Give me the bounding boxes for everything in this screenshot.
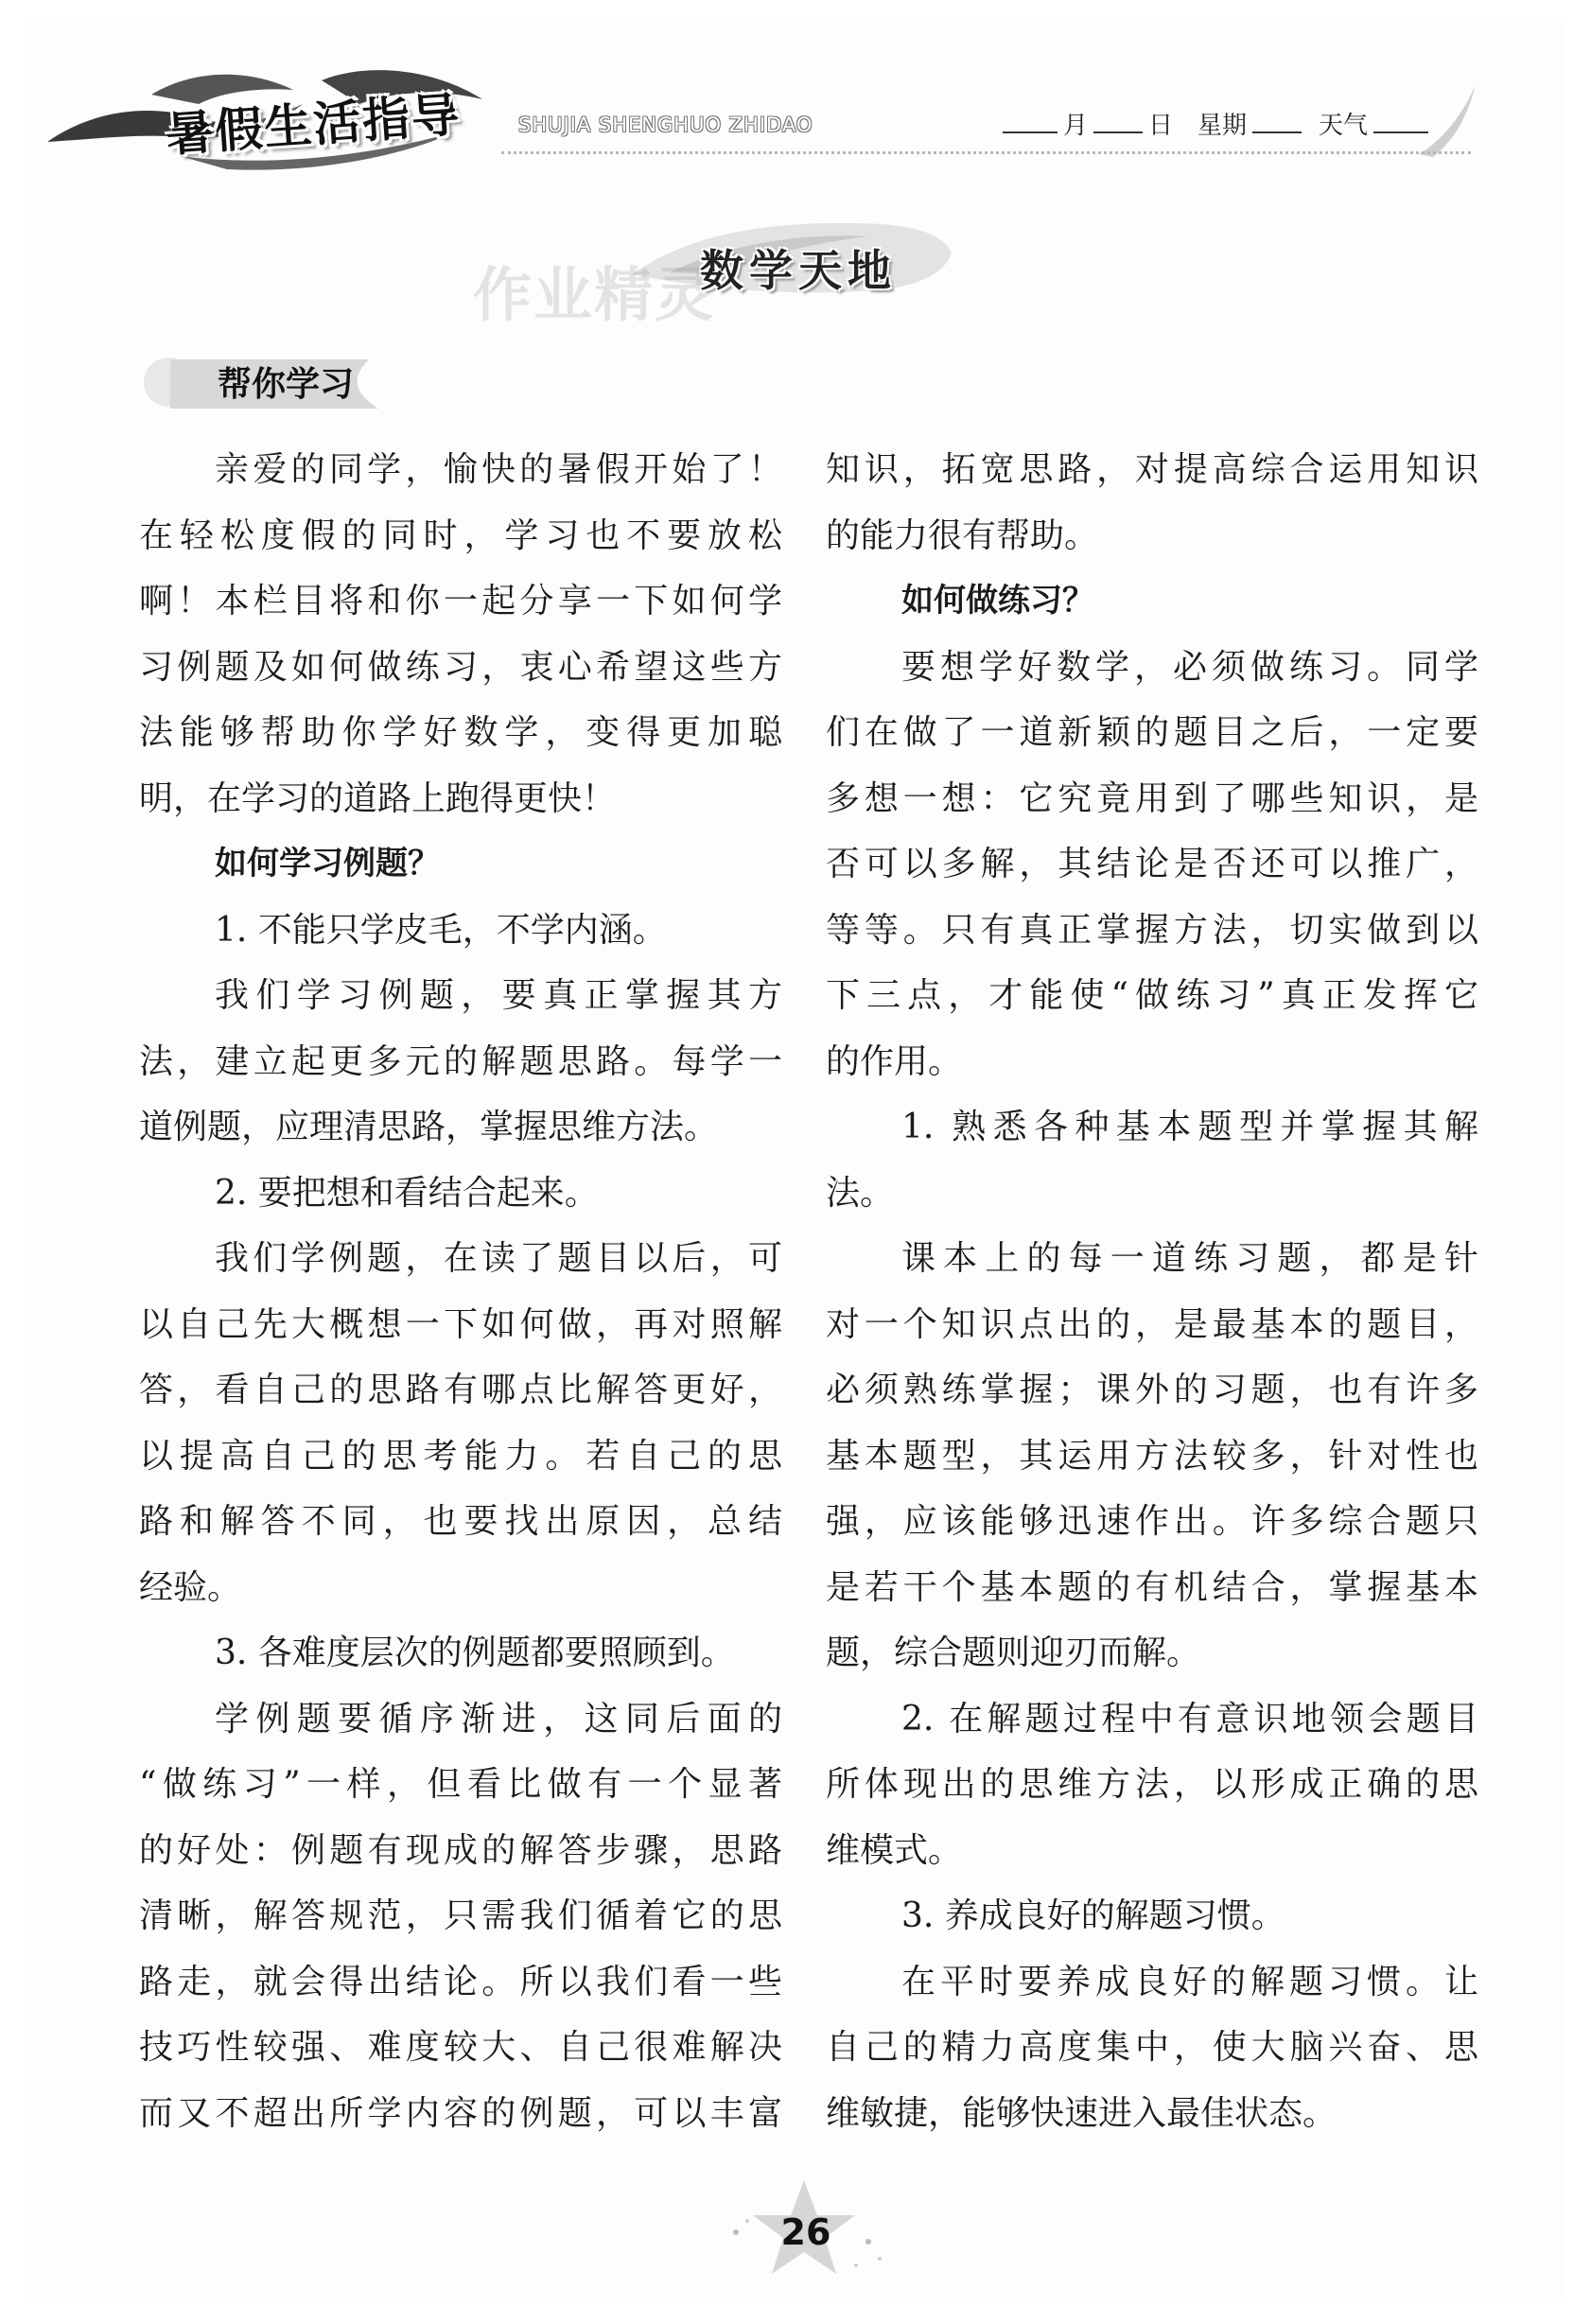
text-line: 而又不超出所学内容的例题，可以丰富 [139,2093,782,2133]
page-header [0,0,1591,189]
text-line: 啊！本栏目将和你一起分享一下如何学 [139,582,782,620]
text-line: 我们学例题，在读了题目以后，可 [215,1239,782,1278]
sub-section-title: 帮你学习 [218,364,355,404]
text-line: 多想一想：它究竟用到了哪些知识，是 [826,778,1478,818]
text-line: 基本题型，其运用方法较多，针对性也 [826,1436,1478,1476]
text-line: 学例题要循序渐进，这同后面的 [215,1699,782,1739]
text-line: 否可以多解，其结论是否还可以推广， [826,845,1478,883]
text-line: 等等。只有真正掌握方法，切实做到以 [826,910,1478,950]
text-line: 们在做了一道新颖的题目之后，一定要 [826,713,1478,752]
text-line: 的作用。 [826,1041,963,1081]
point-heading: 2. 要把想和看结合起来。 [215,1173,599,1213]
weather-label: 天气 [1319,112,1369,140]
text-line: 明，在学习的道路上跑得更快！ [139,778,617,818]
text-line: 路和解答不同，也要找出原因，总结 [139,1502,782,1541]
text-line: 自己的精力高度集中，使大脑兴奋、思 [826,2028,1478,2067]
text-line: “做练习”一样，但看比做有一个显著 [139,1765,782,1804]
text-line: 以提高自己的思考能力。若自己的思 [139,1436,782,1476]
text-line: 清晰，解答规范，只需我们循着它的思 [139,1896,782,1935]
corner-flourish-icon [1414,83,1480,159]
text-line: 亲爱的同学，愉快的暑假开始了！ [215,450,782,489]
section-title: 数学天地 [700,245,897,296]
text-line: 在平时要养成良好的解题习惯。让 [901,1962,1478,2001]
question-heading: 如何学习例题？ [215,845,440,882]
watermark-text: 作业精灵 [473,260,716,329]
right-column [826,437,1478,2146]
text-line: 的好处：例题有现成的解答步骤，思路 [139,1830,782,1870]
text-line: 答，看自己的思路有哪点比解答更好， [139,1371,782,1409]
text-line: 技巧性较强、难度较大、自己很难解决 [139,2028,782,2067]
weekday-blank [1252,107,1302,133]
text-line: 课本上的每一道练习题，都是针 [901,1239,1478,1278]
left-column [139,437,782,2146]
text-line: 的能力很有帮助。 [826,515,1099,555]
text-line: 对一个知识点出的，是最基本的题目， [826,1304,1478,1344]
text-line: 维模式。 [826,1830,963,1870]
text-line: 以自己先大概想一下如何做，再对照解 [139,1304,782,1344]
date-line [1003,106,1428,141]
month-blank [1003,107,1058,133]
header-divider [501,151,1471,154]
month-label: 月 [1063,112,1089,140]
text-line: 道例题，应理清思路，掌握思维方法。 [139,1108,719,1146]
text-line: 强，应该能够迅速作出。许多综合题只 [826,1502,1478,1541]
text-line: 维敏捷，能够快速进入最佳状态。 [826,2093,1337,2133]
text-line: 在轻松度假的同时，学习也不要放松 [139,515,782,555]
text-line: 下三点，才能使“做练习”真正发挥它 [826,976,1478,1015]
day-label: 日 [1148,112,1174,140]
text-line: 法，建立起更多元的解题思路。每学一 [139,1041,782,1081]
brand-pinyin: SHUJIA SHENGHUO ZHIDAO [518,114,813,136]
text-line: 所体现出的思维方法，以形成正确的思 [826,1765,1478,1804]
point-heading: 2. 在解题过程中有意识地领会题目 [901,1699,1478,1739]
text-line: 路走，就会得出结论。所以我们看一些 [139,1962,782,2001]
day-blank [1093,107,1143,133]
text-line: 必须熟练掌握；课外的习题，也有许多 [826,1371,1478,1409]
point-heading: 1. 熟悉各种基本题型并掌握其解 [901,1108,1478,1146]
text-line: 法。 [826,1173,895,1213]
brand-title: 暑假生活指导 [164,87,463,163]
text-line: 知识，拓宽思路，对提高综合运用知识 [826,450,1478,489]
point-heading: 3. 养成良好的解题习惯。 [901,1896,1285,1935]
weekday-label: 星期 [1198,112,1248,140]
text-line: 习例题及如何做练习，衷心希望这些方 [139,647,782,687]
point-heading: 3. 各难度层次的例题都要照顾到。 [215,1634,735,1672]
point-heading: 1. 不能只学皮毛，不学内涵。 [215,910,667,950]
text-line: 要想学好数学，必须做练习。同学 [901,647,1478,687]
text-line: 经验。 [139,1567,242,1607]
text-line: 题，综合题则迎刃而解。 [826,1634,1201,1672]
text-line: 我们学习例题，要真正掌握其方 [215,976,782,1015]
text-line: 是若干个基本题的有机结合，掌握基本 [826,1567,1478,1607]
text-line: 法能够帮助你学好数学，变得更加聪 [139,713,782,752]
page-number: 26 [780,2211,831,2253]
question-heading: 如何做练习？ [901,582,1094,620]
